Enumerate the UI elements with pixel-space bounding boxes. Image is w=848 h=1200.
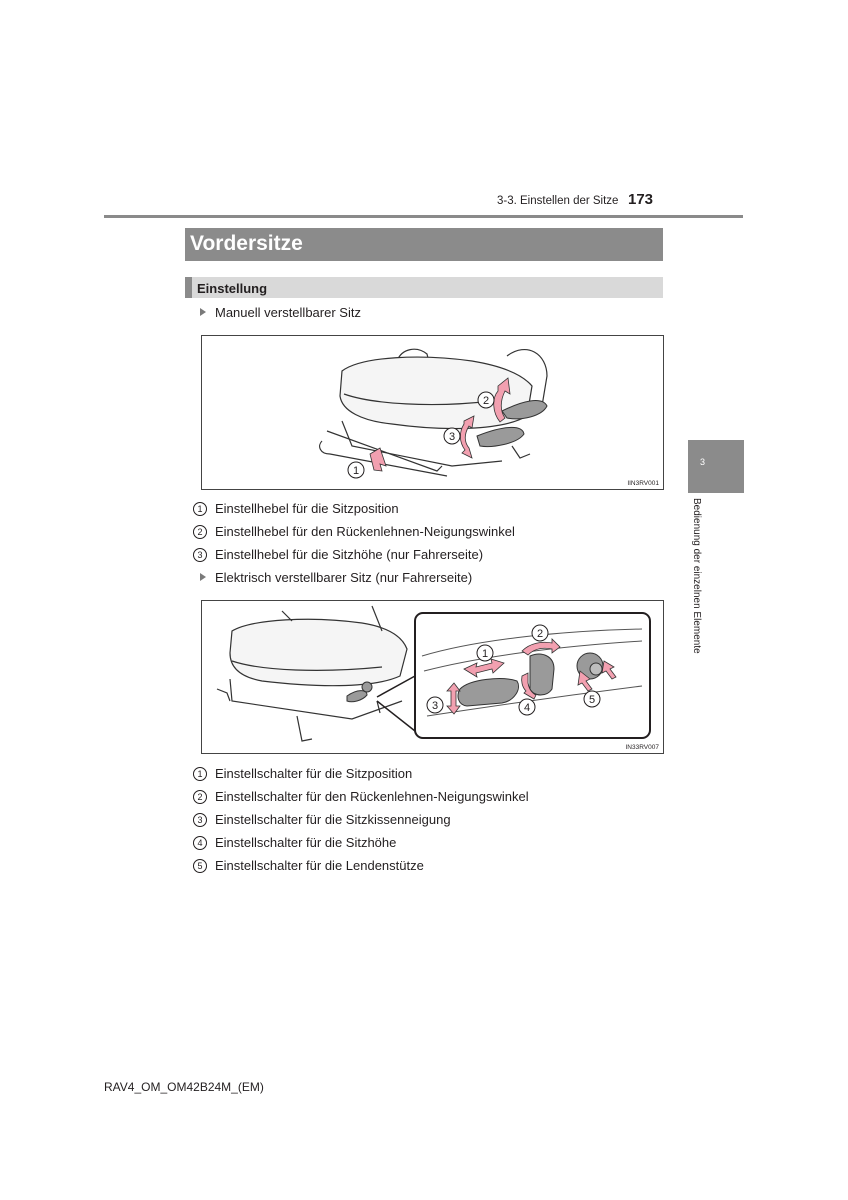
section-label: 3-3. Einstellen der Sitze: [497, 195, 619, 207]
item-number: 5: [193, 859, 207, 873]
item-number: 4: [193, 836, 207, 850]
item-text: Einstellhebel für die Sitzhöhe (nur Fahrerseite): [215, 547, 484, 562]
bullet-triangle-icon: [200, 573, 206, 581]
bullet-manual-seat: [200, 305, 361, 321]
list-item: [193, 789, 529, 805]
figure-code: IIN3RV001: [627, 480, 659, 487]
bullet-electric-label: Elektrisch verstellbarer Sitz (nur Fahrerseite): [215, 570, 473, 585]
figure-electric-seat: [201, 600, 664, 754]
electric-seat-illustration: [202, 601, 663, 753]
item-text: Einstellschalter für den Rückenlehnen-Neigungswinkel: [215, 789, 529, 804]
manual-seat-illustration: [202, 336, 663, 489]
list-item: [193, 547, 515, 563]
item-text: Einstellschalter für die Sitzkissenneigung: [215, 812, 451, 827]
page-number: 173: [628, 191, 654, 208]
item-number: 3: [193, 813, 207, 827]
callout-1: 1: [481, 648, 489, 660]
list-item: [193, 766, 529, 782]
chapter-tab-label: Bedienung der einzelnen Elemente: [691, 498, 702, 654]
page-title: Vordersitze: [190, 232, 303, 255]
figure-code: IN33RV007: [625, 744, 659, 751]
subsection-accent: [185, 277, 192, 298]
list-item: [193, 835, 529, 851]
header-rule: [104, 215, 743, 218]
callout-3: 3: [448, 431, 456, 443]
item-text: Einstellhebel für den Rückenlehnen-Neigungswinkel: [215, 524, 515, 539]
callout-3: 3: [431, 700, 439, 712]
bullet-triangle-icon: [200, 308, 206, 316]
chapter-tab-number: 3: [700, 457, 706, 467]
list-item: [193, 858, 529, 874]
callout-4: 4: [523, 702, 531, 714]
item-number: 1: [193, 502, 207, 516]
figure-manual-seat: [201, 335, 664, 490]
electric-item-list: [193, 766, 529, 874]
manual-item-list: [193, 501, 515, 563]
callout-5: 5: [588, 694, 596, 706]
footer-code: RAV4_OM_OM42B24M_(EM): [104, 1080, 264, 1094]
item-text: Einstellhebel für die Sitzposition: [215, 501, 399, 516]
callout-2: 2: [536, 628, 544, 640]
item-text: Einstellschalter für die Sitzposition: [215, 766, 413, 781]
list-item: [193, 501, 515, 517]
item-number: 2: [193, 790, 207, 804]
subsection-title: Einstellung: [197, 281, 268, 296]
item-text: Einstellschalter für die Sitzhöhe: [215, 835, 397, 850]
item-number: 1: [193, 767, 207, 781]
chapter-tab: [688, 440, 744, 493]
callout-2: 2: [482, 395, 490, 407]
item-number: 3: [193, 548, 207, 562]
list-item: [193, 524, 515, 540]
bullet-electric-seat: [200, 570, 472, 586]
list-item: [193, 812, 529, 828]
callout-1: 1: [352, 465, 360, 477]
item-number: 2: [193, 525, 207, 539]
item-text: Einstellschalter für die Lendenstütze: [215, 858, 424, 873]
bullet-manual-label: Manuell verstellbarer Sitz: [215, 305, 361, 320]
